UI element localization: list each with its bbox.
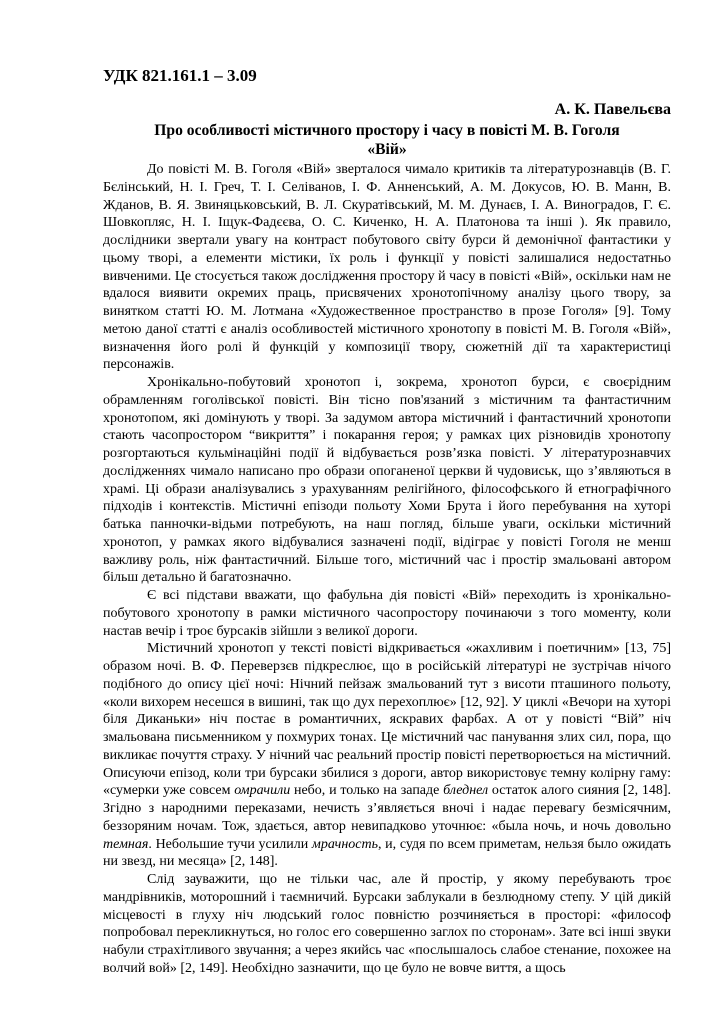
- article-title: [103, 121, 671, 159]
- author-name: А. К. Павельєва: [554, 101, 671, 118]
- paragraph-text: До повісті М. В. Гоголя «Вій» зверталося чимало критиків та літературознавців (В. Г. Бєлінський, Н. І. Греч, Т. І. Селіванов, І. Ф. Анненський, А. М. Докусов, Ю. В. Манн, В. Жданов, В. Я. Звиняцьковський, В. Л. Скуратівський, М. М. Дунаєв, І. А. Виноградов, Г. Є. Шовкопляс, Н. І. Іщук-Фадєєва, О. С. Киченко, Н. А. Платонова та інші ). Як правило, дослідники звертали увагу на контраст побутового світу бурси й демонічної фантастики у цьому творі, а елементи містики, їх роль і функції у повісті залишалися недостатньо вивченими. Це стосується також дослідження простору й часу в повісті «Вій», оскільки нам не вдалося виявити окремих праць, присвячених хронотопічному аналізу цього твору, за винятком статті Ю. М. Лотмана «Художественное пространство в прозе Гоголя» [9]. Тому метою даної статті є аналіз особливостей містичного хронотопу в повісті М. В. Гоголя «Вій», визначення його ролі й функцій у композиції твору, сюжетній дії та характеристиці персонажів.: [103, 162, 671, 373]
- article-body: [103, 161, 671, 978]
- paragraph-text: Слід зауважити, що не тільки час, але й простір, у якому перебувають троє мандрівників, моторошний і таємничий. Бурсаки заблукали в безлюдному степу. У цій дикій місцевості в глуху ніч людський голос повністю розчиняється в просторі: «философ попробовал перекликнуться, но голос его совершенно заглох по сторонам». Зате всі інші звуки набули страхітливого звучання; а через якийсь час «послышалось слабое стенание, похожее на волчий вой» [2, 149]. Необхідно зазначити, що це було не вовче виття, а щось: [103, 872, 671, 976]
- paragraph-text: остаток алого сияния [2, 148]. Згідно з народними переказами, нечисть з’являється вночі і надає перевагу безмісячним, беззоряним ночам. Тож, здається, автор невипадково уточнює: «была ночь, и ночь довольно: [103, 783, 671, 834]
- paragraph-text: Хронікально-побутовий хронотоп і, зокрема, хронотоп бурси, є своєрідним обрамленням гоголівської повісті. Він тісно пов'язаний з містичним та фантастичним хронотопом, які домінують у творі. За задумом автора містичний і фантастичний хронотопи стають часопростором “викриття” і покарання героя; у рамках цих різновидів хронотопу розгортаються кульмінаційні події й відбувається розв’язка повісті. У літературознавчих дослідженнях чимало написано про образи опоганеної церкви й чудовиськ, що з’являються в храмі. Ці образи аналізувались з урахуванням релігійного, філософського й етнографічного підходів і контекстів. Містичні епізоди польоту Хоми Брута і його перебування на хуторі батька панночки-відьми потребують, на наш погляд, більше уваги, оскільки містичний хронотоп, у рамках якого відбувалися зазначені події, відіграє у повісті Гоголя не менш важливу роль, ніж фантастичний. Більше того, містичний час і простір змальовані автором більш детально й багатозначно.: [103, 375, 671, 586]
- body-paragraph: [103, 374, 671, 587]
- italic-text: бледнел: [443, 783, 489, 799]
- paragraph-text: . Небольшие тучи усилили: [148, 836, 312, 852]
- body-paragraph: [103, 161, 671, 374]
- body-paragraph: [103, 640, 671, 871]
- italic-text: омрачили: [234, 783, 291, 799]
- udk-code: УДК 821.161.1 – 3.09: [103, 66, 257, 85]
- paragraph-text: Є всі підстави вважати, що фабульна дія повісті «Вій» переходить із хронікально-побутового хронотопу в рамки містичного часопростору починаючи з того моменту, коли настав вечір і троє бурсаків зійшли з великої дороги.: [103, 588, 671, 639]
- body-paragraph: [103, 871, 671, 978]
- article-title-line-2: «Вій»: [367, 141, 407, 158]
- article-title-line-1: Про особливості містичного простору і часу в повісті М. В. Гоголя: [154, 122, 620, 139]
- paragraph-text: Містичний хронотоп у тексті повісті відкривається «жахливим і поетичним» [13, 75] образом ночі. В. Ф. Переверзєв підкреслює, що в російській літературі не зустрічав нічого подібного до опису цієї ночі: Нічний пейзаж змальований тут з висоти пташиного польоту, «коли вихорем несешся в вишині, так що дух перехоплює» [12, 92]. У циклі «Вечори на хуторі біля Диканьки» ніч постає в романтичних, яскравих фарбах. А от у повісті “Вій” ніч змальована письменником у похмурих тонах. Це містичний час панування злих сил, пора, що викликає почуття страху. У нічний час реальний простір повісті перетворюється на містичний. Описуючи епізод, коли три бурсаки збилися з дороги, автор використовує темну колірну гаму: «сумерки уже совсем: [103, 641, 671, 799]
- paragraph-text: , и, судя по всем приметам, нельзя было ожидать ни звезд, ни месяца» [2, 148].: [103, 836, 671, 870]
- body-paragraph: [103, 587, 671, 640]
- italic-text: мрачность: [311, 836, 378, 852]
- italic-text: темная: [103, 836, 149, 852]
- paragraph-text: небо, и только на западе: [290, 783, 444, 799]
- document-page: [103, 66, 671, 978]
